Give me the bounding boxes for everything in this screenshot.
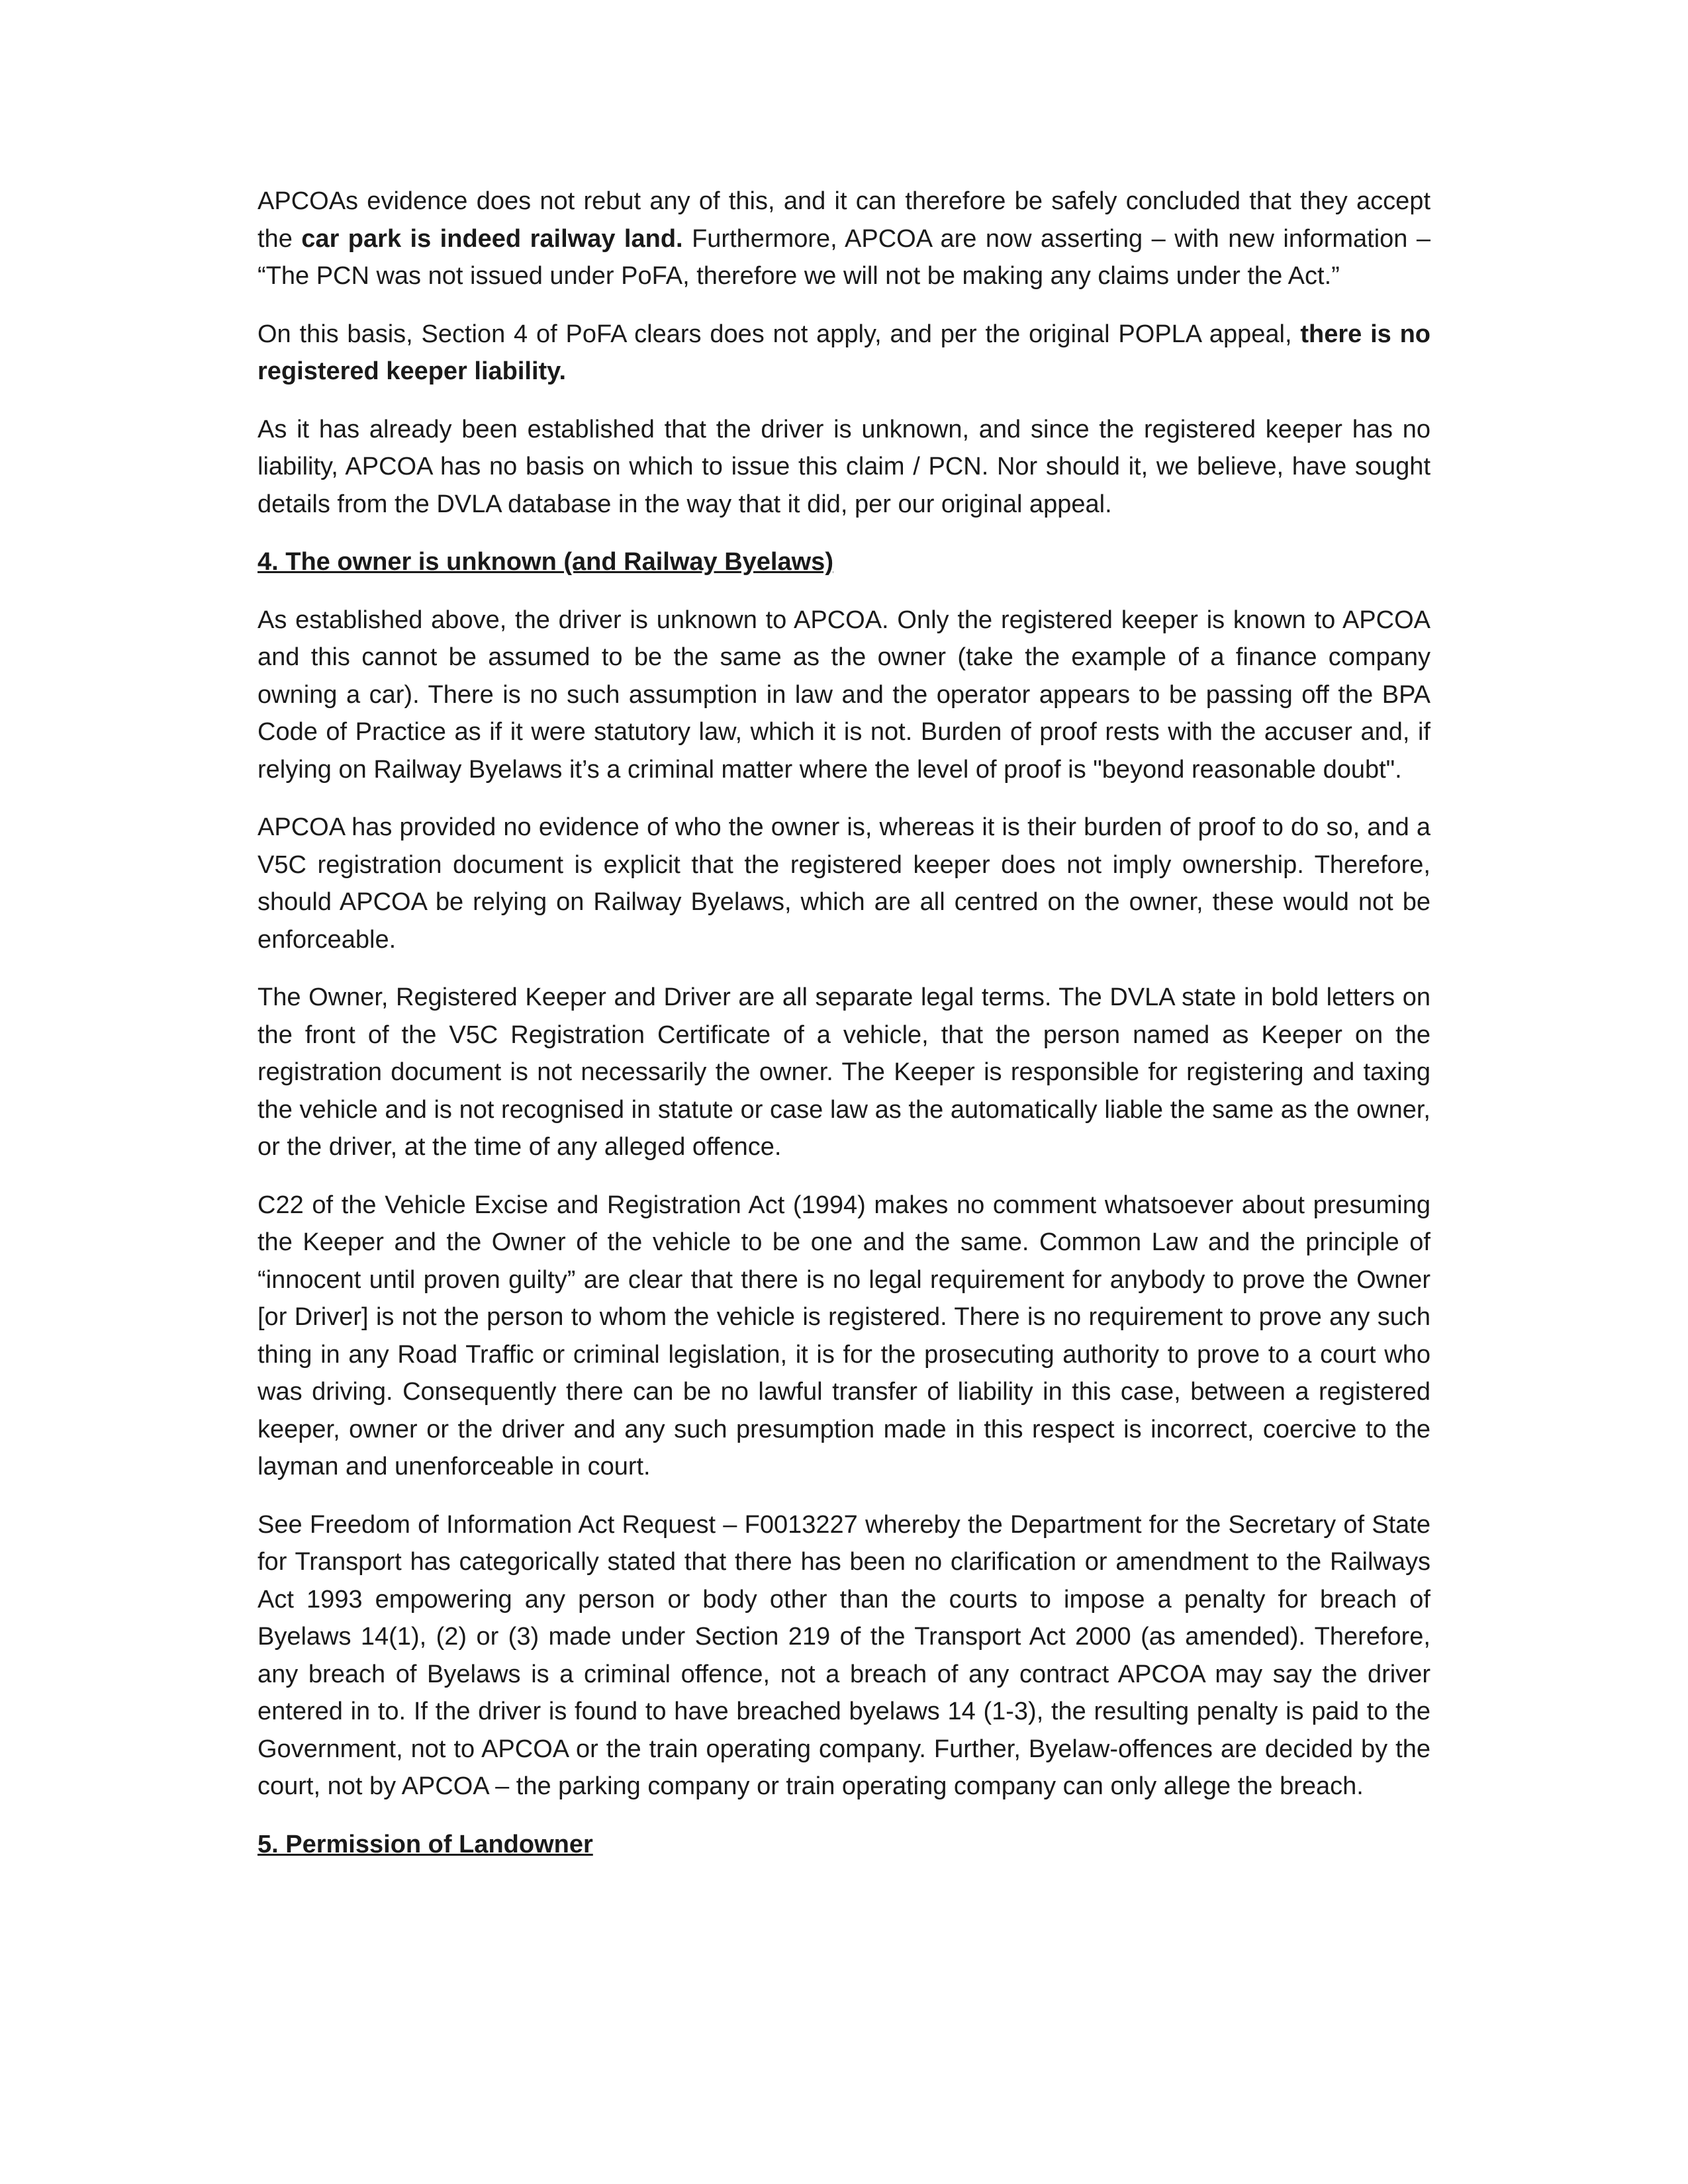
- paragraph-apcoa-evidence: [258, 183, 1430, 295]
- paragraph-keeper-not-owner: As established above, the driver is unknown to APCOA. Only the registered keeper is known to APCOA and this cannot be assumed to be the same as the owner (take the example of a finance company owning a car). There is no such assumption in law and the operator appears to be passing off the BPA Code of Practice as if it were statutory law, which it is not. Burden of proof rests with the accuser and, if relying on Railway Byelaws it’s a criminal matter where the level of proof is "beyond reasonable doubt".: [258, 606, 1430, 784]
- paragraph-text: Furthermore, APCOA are now asserting – with new information – “The PCN was not issued under PoFA, therefore we will not be making any claims under the Act.”: [258, 224, 1430, 290]
- paragraph-no-owner-evidence: APCOA has provided no evidence of who the owner is, whereas it is their burden of proof to do so, and a V5C registration document is explicit that the registered keeper does not imply ownership. Therefore, should APCOA be relying on Railway Byelaws, which are all centred on the owner, these would not be enforceable.: [258, 813, 1430, 954]
- paragraph-vehicle-excise-act: C22 of the Vehicle Excise and Registration Act (1994) makes no comment whatsoever about presuming the Keeper and the Owner of the vehicle to be one and the same. Common Law and the principle of “innocent until proven guilty” are clear that there is no legal requirement for anybody to prove the Owner [or Driver] is not the person to whom the vehicle is registered. There is no requirement to prove any such thing in any Road Traffic or criminal legislation, it is for the prosecuting authority to prove to a court who was driving. Consequently there can be no lawful transfer of liability in this case, between a registered keeper, owner or the driver and any such presumption made in this respect is incorrect, coercive to the layman and unenforceable in court.: [258, 1191, 1430, 1480]
- paragraph-text: APCOAs evidence does not rebut any of this, and it can therefore be safely concluded that they accept the: [258, 187, 1430, 253]
- bold-text-no-keeper-liability: there is no registered keeper liability.: [258, 320, 1430, 385]
- paragraph-freedom-of-information: See Freedom of Information Act Request – F0013227 whereby the Department for the Secretary of State for Transport has categorically stated that there has been no clarification or amendment to the Railways Act 1993 empowering any person or body other than the courts to impose a penalty for breach of Byelaws 14(1), (2) or (3) made under Section 219 of the Transport Act 2000 (as amended). Therefore, any breach of Byelaws is a criminal offence, not a breach of any contract APCOA may say the driver entered in to. If the driver is found to have breached byelaws 14 (1-3), the resulting penalty is paid to the Government, not to APCOA or the train operating company. Further, Byelaw-offences are decided by the court, not by APCOA – the parking company or train operating company can only allege the breach.: [258, 1510, 1430, 1800]
- paragraph-separate-legal-terms: The Owner, Registered Keeper and Driver are all separate legal terms. The DVLA state in bold letters on the front of the V5C Registration Certificate of a vehicle, that the person named as Keeper on the registration document is not necessarily the owner. The Keeper is responsible for registering and taxing the vehicle and is not recognised in statute or case law as the automatically liable the same as the owner, or the driver, at the time of any alleged offence.: [258, 983, 1430, 1161]
- section-heading-permission-landowner: 5. Permission of Landowner: [258, 1830, 593, 1858]
- section-heading-owner-unknown: 4. The owner is unknown (and Railway Byelaws): [258, 548, 833, 576]
- paragraph-text: On this basis, Section 4 of PoFA clears does not apply, and per the original POPLA appeal,: [258, 320, 1301, 348]
- paragraph-driver-unknown: As it has already been established that the driver is unknown, and since the registered keeper has no liability, APCOA has no basis on which to issue this claim / PCN. Nor should it, we believe, have sought details from the DVLA database in the way that it did, per our original appeal.: [258, 415, 1430, 518]
- bold-text-railway-land: car park is indeed railway land.: [301, 224, 683, 253]
- paragraph-no-keeper-liability: [258, 316, 1430, 390]
- document-page: [258, 183, 1430, 1884]
